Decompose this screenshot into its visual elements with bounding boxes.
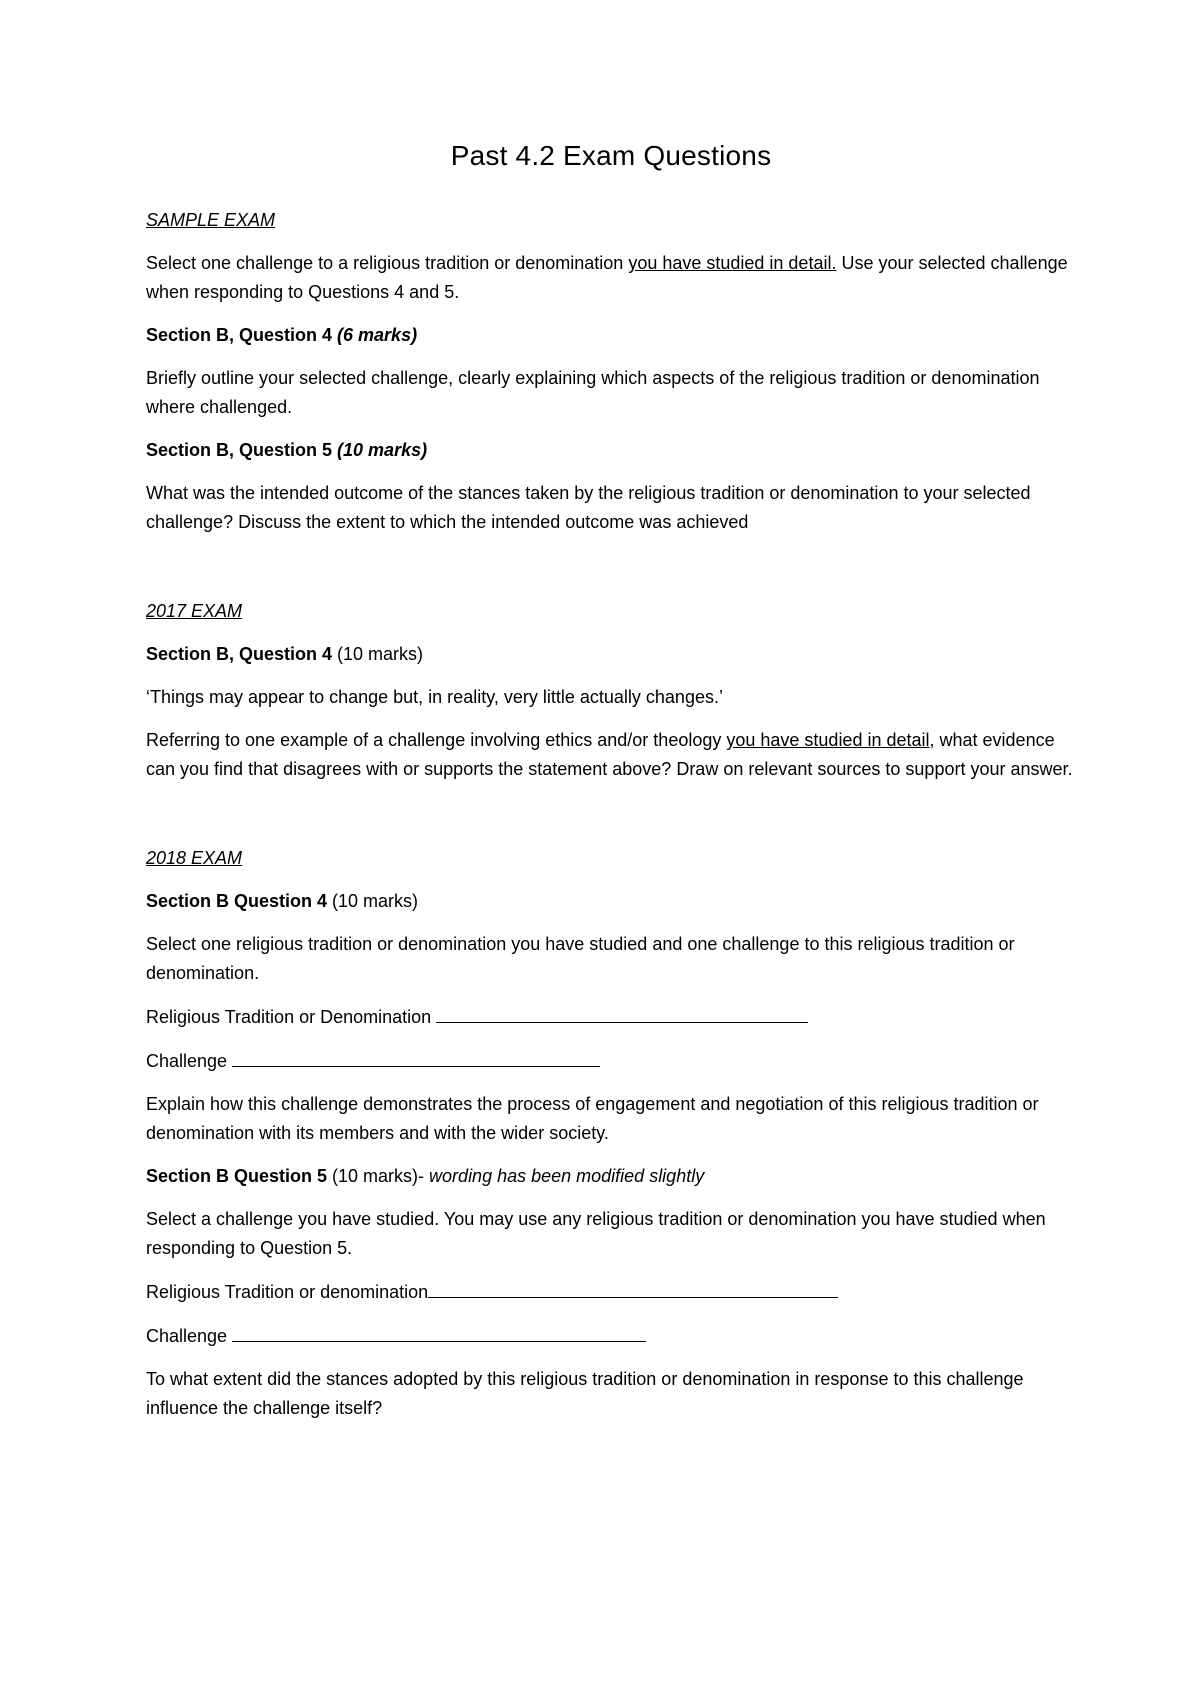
exam-2018-q4-challenge-label: Challenge [146, 1051, 233, 1071]
exam-2017-underlined: you have studied in detail, [726, 730, 935, 750]
exam-2017-question-text [146, 726, 1076, 784]
exam-2018-q5-tradition-field [146, 1277, 1076, 1307]
exam-2018-heading-text: 2018 EXAM [146, 848, 243, 868]
exam-2017-text-a: Referring to one example of a challenge involving ethics and/or theology [146, 730, 727, 750]
sample-q5-text: What was the intended outcome of the stances taken by the religious tradition or denomination to your selected challenge? Discuss the extent to which the intended outcome was achieved [146, 483, 1031, 532]
exam-2018-q4-challenge-blank[interactable] [232, 1046, 600, 1067]
exam-2017-q4-marks: (10 marks) [332, 644, 424, 664]
exam-2018-q5-challenge-field [146, 1321, 1076, 1351]
exam-2018-q4-tradition-label: Religious Tradition or Denomination [146, 1007, 437, 1027]
exam-2018-q5-note: wording has been modified slightly [424, 1166, 705, 1186]
exam-2017-q4-label: Section B, Question 4 [146, 644, 333, 664]
sample-q4-text: Briefly outline your selected challenge, clearly explaining which aspects of the religious tradition or denomination where challenged. [146, 368, 1040, 417]
exam-2018-q4-text: Select one religious tradition or denomination you have studied and one challenge to this religious tradition or denomination. [146, 934, 1015, 983]
exam-2018-section [146, 844, 1076, 1423]
exam-2017-section [146, 597, 1076, 784]
sample-exam-heading [146, 206, 1076, 235]
sample-intro-paragraph [146, 249, 1076, 307]
exam-2017-q4-heading [146, 640, 1076, 669]
exam-2018-q4-tradition-field [146, 1002, 1076, 1032]
exam-2018-q4-explain: Explain how this challenge demonstrates the process of engagement and negotiation of this religious tradition or denomination with its members and with the wider society. [146, 1094, 1039, 1143]
exam-2018-q5-text: Select a challenge you have studied. You may use any religious tradition or denomination you have studied when responding to Question 5. [146, 1209, 1046, 1258]
exam-2017-text-b: what evidence can you find that disagrees with or supports the statement above? Draw on relevant sources to support your answer. [146, 730, 1073, 779]
document-page [146, 140, 1076, 1437]
sample-intro-text-b: Use your selected challenge when responding to Questions 4 and 5. [146, 253, 1068, 302]
exam-2017-quote: ‘Things may appear to change but, in reality, very little actually changes.’ [146, 687, 723, 707]
exam-2017-heading-text: 2017 EXAM [146, 601, 243, 621]
sample-exam-heading-text: SAMPLE EXAM [146, 210, 276, 230]
exam-2018-q5-tradition-label: Religious Tradition or denomination [146, 1282, 429, 1302]
exam-2018-q4-heading [146, 887, 1076, 916]
exam-2018-q4-label: Section B Question 4 [146, 891, 328, 911]
exam-2018-q4-marks: (10 marks) [327, 891, 419, 911]
sample-q5-marks: (10 marks) [337, 440, 428, 460]
sample-q4-marks: (6 marks) [337, 325, 418, 345]
exam-2018-q4-tradition-blank[interactable] [436, 1002, 808, 1023]
exam-2018-q5-heading [146, 1162, 1076, 1191]
exam-2018-q5-final: To what extent did the stances adopted by this religious tradition or denomination in response to this challenge influence the challenge itself? [146, 1369, 1024, 1418]
exam-2017-heading [146, 597, 1076, 626]
sample-intro-underlined: you have studied in detail. [628, 253, 837, 273]
sample-exam-section [146, 206, 1076, 537]
sample-q4-label: Section B, Question 4 [146, 325, 338, 345]
sample-intro-text-a: Select one challenge to a religious tradition or denomination [146, 253, 629, 273]
exam-2018-q5-challenge-label: Challenge [146, 1326, 233, 1346]
exam-2018-heading [146, 844, 1076, 873]
exam-2018-q4-challenge-field [146, 1046, 1076, 1076]
document-title: Past 4.2 Exam Questions [450, 140, 772, 171]
sample-q5-heading [146, 436, 1076, 465]
exam-2018-q5-marks: (10 marks)- [327, 1166, 425, 1186]
exam-2018-q5-challenge-blank[interactable] [232, 1321, 646, 1342]
sample-q4-heading [146, 321, 1076, 350]
exam-2018-q5-label: Section B Question 5 [146, 1166, 328, 1186]
exam-2018-q5-tradition-blank[interactable] [428, 1277, 838, 1298]
sample-q5-label: Section B, Question 5 [146, 440, 338, 460]
